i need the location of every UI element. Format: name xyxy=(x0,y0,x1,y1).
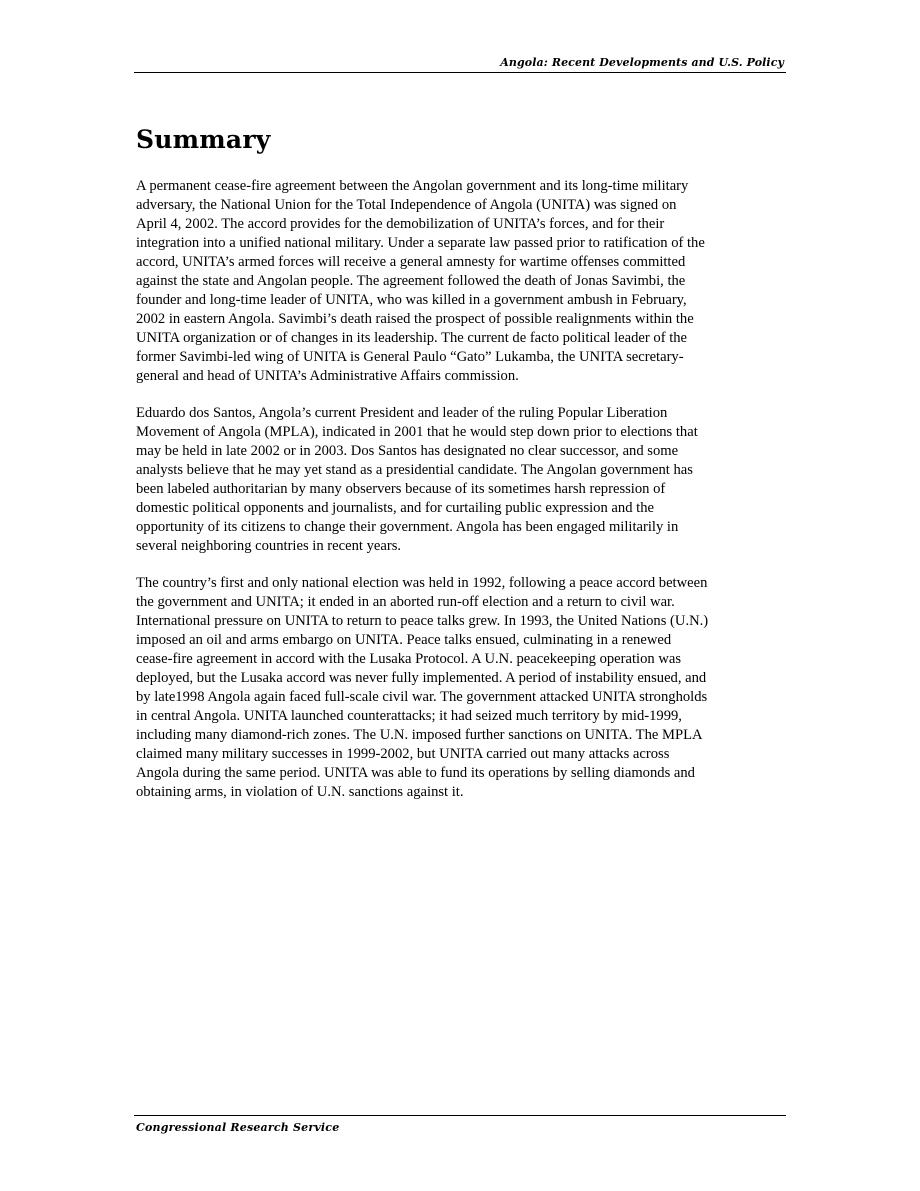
text-line: analysts believe that he may yet stand as a presidential candidate. The Angolan government has xyxy=(136,462,693,478)
text-line: general and head of UNITA’s Administrative Affairs commission. xyxy=(136,368,519,384)
text-line: A permanent cease-fire agreement between the Angolan government and its long-time military xyxy=(136,178,689,194)
text-line: adversary, the National Union for the Total Independence of Angola (UNITA) was signed on xyxy=(136,197,677,213)
paragraph xyxy=(136,574,786,802)
text-line: The country’s first and only national election was held in 1992, following a peace accord between xyxy=(136,575,708,591)
text-line: claimed many military successes in 1999-2002, but UNITA carried out many attacks across xyxy=(136,746,670,762)
text-line: domestic political opponents and journalists, and for curtailing public expression and the xyxy=(136,500,654,516)
text-line: by late1998 Angola again faced full-scale civil war. The government attacked UNITA strongholds xyxy=(136,689,708,705)
section-heading: Summary xyxy=(136,125,271,154)
publisher-name: Congressional Research Service xyxy=(136,1121,340,1134)
text-line: April 4, 2002. The accord provides for the demobilization of UNITA’s forces, and for their xyxy=(136,216,665,232)
text-line: been labeled authoritarian by many observers because of its sometimes harsh repression of xyxy=(136,481,666,497)
text-line: including many diamond-rich zones. The U.N. imposed further sanctions on UNITA. The MPLA xyxy=(136,727,703,743)
paragraph xyxy=(136,177,786,386)
text-line: cease-fire agreement in accord with the Lusaka Protocol. A U.N. peacekeeping operation was xyxy=(136,651,682,667)
text-line: accord, UNITA’s armed forces will receive a general amnesty for wartime offenses committed xyxy=(136,254,686,270)
text-line: UNITA organization or of changes in its leadership. The current de facto political leader of the xyxy=(136,330,688,346)
text-line: several neighboring countries in recent years. xyxy=(136,538,402,554)
text-line: Eduardo dos Santos, Angola’s current President and leader of the ruling Popular Liberation xyxy=(136,405,668,421)
paragraph xyxy=(136,404,786,556)
text-line: opportunity of its citizens to change their government. Angola has been engaged militarily in xyxy=(136,519,679,535)
text-line: in central Angola. UNITA launched counterattacks; it had seized much territory by mid-1999, xyxy=(136,708,682,724)
text-line: Movement of Angola (MPLA), indicated in 2001 that he would step down prior to elections that xyxy=(136,424,698,440)
text-line: Angola during the same period. UNITA was able to fund its operations by selling diamonds and xyxy=(136,765,695,781)
running-title: Angola: Recent Developments and U.S. Policy xyxy=(500,56,784,69)
text-line: founder and long-time leader of UNITA, who was killed in a government ambush in February, xyxy=(136,292,687,308)
text-line: former Savimbi-led wing of UNITA is General Paulo “Gato” Lukamba, the UNITA secretary- xyxy=(136,349,684,365)
running-header xyxy=(134,54,786,73)
text-line: obtaining arms, in violation of U.N. sanctions against it. xyxy=(136,784,464,800)
text-line: International pressure on UNITA to return to peace talks grew. In 1993, the United Nations (U.N.) xyxy=(136,613,709,629)
text-line: 2002 in eastern Angola. Savimbi’s death raised the prospect of possible realignments within the xyxy=(136,311,694,327)
text-line: the government and UNITA; it ended in an aborted run-off election and a return to civil war. xyxy=(136,594,675,610)
text-line: may be held in late 2002 or in 2003. Dos Santos has designated no clear successor, and some xyxy=(136,443,679,459)
text-line: against the state and Angolan people. The agreement followed the death of Jonas Savimbi, the xyxy=(136,273,686,289)
text-line: imposed an oil and arms embargo on UNITA. Peace talks ensued, culminating in a renewed xyxy=(136,632,672,648)
summary-body xyxy=(136,177,786,802)
text-line: integration into a unified national military. Under a separate law passed prior to ratification of the xyxy=(136,235,705,251)
text-line: deployed, but the Lusaka accord was never fully implemented. A period of instability ensued, and xyxy=(136,670,707,686)
running-footer xyxy=(134,1115,786,1134)
